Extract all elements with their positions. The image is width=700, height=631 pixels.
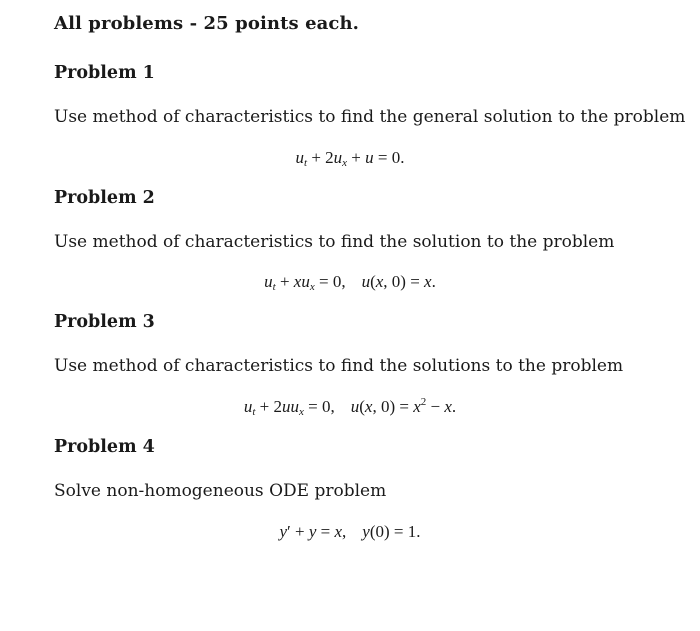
- problem-1-equation: $u_t + 2u_x + u = 0$.: [295, 148, 405, 169]
- problem-1-text: Use method of characteristics to find the general solution to the problem: [54, 107, 686, 127]
- problem-3-heading: Problem 3: [54, 312, 155, 332]
- problem-2-text: Use method of characteristics to find the solution to the problem: [54, 232, 615, 252]
- problem-3-equation: $u_t + 2uu_x = 0$, u(x, $0) = x^2 - x$.: [243, 396, 457, 418]
- problem-4-equation: y′ + y = x, y(0) = 1.: [279, 522, 421, 541]
- problem-1-heading: Problem 1: [54, 63, 155, 83]
- problem-4-heading: Problem 4: [54, 437, 155, 457]
- problem-3-text: Use method of characteristics to find the solutions to the problem: [54, 356, 624, 376]
- page-title: All problems - 25 points each.: [54, 13, 360, 34]
- problem-2-heading: Problem 2: [54, 188, 155, 208]
- problem-2-equation: $u_t + xu_x = 0$, u(x, 0) = x.: [264, 272, 436, 293]
- problem-4-text: Solve non-homogeneous ODE problem: [54, 481, 387, 501]
